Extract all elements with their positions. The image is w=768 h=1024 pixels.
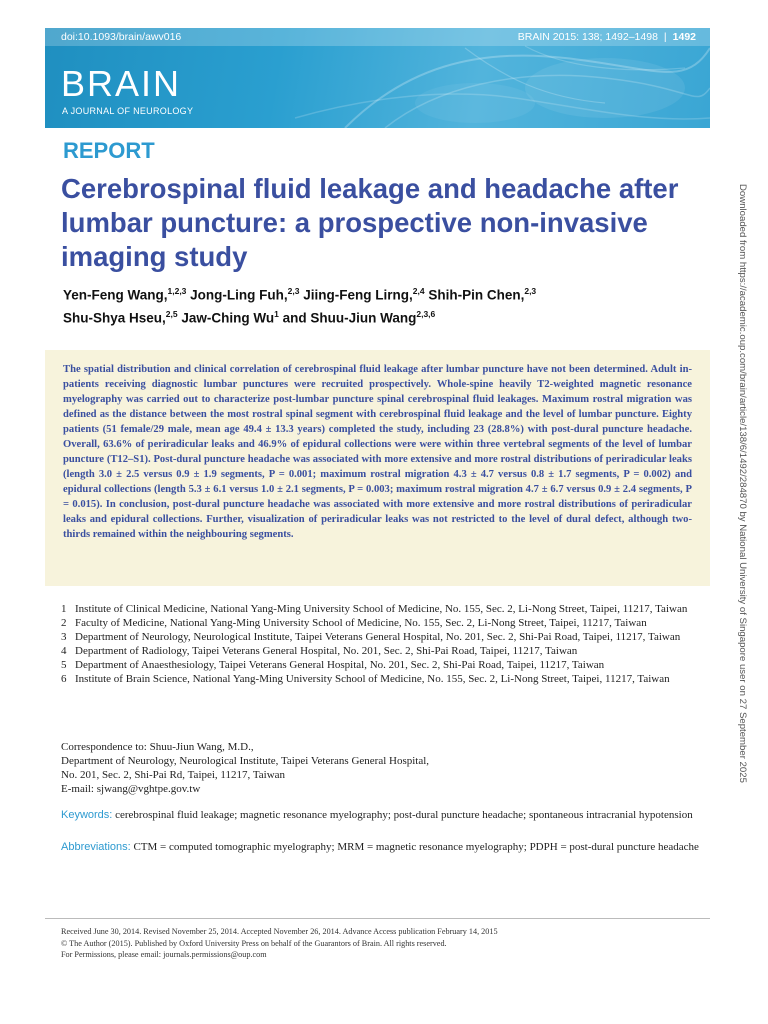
- affiliation-text: Institute of Clinical Medicine, National Yang-Ming University School of Medicine, No. 155, Sec. 2, Li-Nong Street, Taipei, 11217, Taiwan: [75, 603, 688, 615]
- affiliation-number: 3: [61, 631, 67, 643]
- doi[interactable]: doi:10.1093/brain/awv016: [61, 31, 182, 43]
- author-name[interactable]: and Shuu-Jiun Wang: [282, 310, 417, 325]
- citation: [518, 31, 696, 43]
- author-name[interactable]: Shu-Shya Hseu,: [63, 310, 166, 325]
- correspondence-line: No. 201, Sec. 2, Shi-Pai Rd, Taipei, 11217, Taiwan: [61, 769, 286, 781]
- download-watermark-text: Downloaded from https://academic.oup.com/brain/article/138/6/1492/284870 by National University of Singapore user on 27 September 2025: [737, 184, 748, 783]
- abbreviations-label: Abbreviations:: [61, 841, 131, 853]
- correspondence-line: Department of Neurology, Neurological Institute, Taipei Veterans General Hospital,: [61, 755, 430, 767]
- author-affil: 1,2,3: [167, 286, 187, 296]
- journal-logo: BRAIN: [61, 63, 182, 104]
- author-name[interactable]: Jaw-Ching Wu: [181, 310, 275, 325]
- citation-text: BRAIN 2015: 138; 1492–1498: [517, 31, 658, 43]
- author-affil: 2,3: [524, 286, 537, 296]
- author-affil: 2,3: [287, 286, 300, 296]
- affiliation-number: 2: [61, 617, 67, 629]
- affiliation-text: Faculty of Medicine, National Yang-Ming University School of Medicine, No. 155, Sec. 2, Li-Nong Street, Taipei, 11217, Taiwan: [75, 617, 647, 629]
- footer-line: Received June 30, 2014. Revised November 25, 2014. Accepted November 26, 2014. Advance Access publication February 14, 2015: [61, 927, 498, 936]
- affiliation-text: Department of Radiology, Taipei Veterans General Hospital, No. 201, Sec. 2, Shi-Pai Road, Taipei, 11217, Taiwan: [75, 645, 578, 657]
- journal-banner: [45, 28, 710, 128]
- abbreviations-text: CTM = computed tomographic myelography; MRM = magnetic resonance myelography; PDPH = post-dural puncture headache: [133, 841, 699, 853]
- footer-line: © The Author (2015). Published by Oxford University Press on behalf of the Guarantors of Brain. All rights reserved.: [61, 938, 447, 948]
- author-list: [63, 282, 683, 327]
- abstract-box: [45, 350, 710, 586]
- affiliation-item: [61, 602, 701, 616]
- affiliation-number: 5: [61, 659, 67, 671]
- correspondence-line: Correspondence to: Shuu-Jiun Wang, M.D.,: [61, 741, 254, 753]
- affiliation-number: 6: [61, 673, 67, 685]
- footer-notes: [61, 926, 701, 961]
- author-name[interactable]: Shih-Pin Chen,: [428, 287, 525, 303]
- affiliation-item: [61, 672, 701, 686]
- affiliation-item: [61, 630, 701, 644]
- keywords: [61, 808, 701, 822]
- correspondence-block: [61, 740, 701, 796]
- author-affil: 1: [274, 308, 279, 319]
- footer-line: For Permissions, please email: journals.permissions@oup.com: [61, 950, 267, 959]
- author-affil: 2,4: [412, 286, 425, 296]
- article-title: Cerebrospinal fluid leakage and headache after lumbar puncture: a prospective non-invasive imaging study: [61, 173, 679, 272]
- keywords-label: Keywords:: [61, 809, 113, 821]
- abstract-text: The spatial distribution and clinical correlation of cerebrospinal fluid leakage after lumbar puncture have not been determined. Adult in-patients receiving diagnostic lumbar punctures were recruited prospectively. Whole-spine heavily T2-weighted magnetic resonance myelography was carried out to characterize post-lumbar puncture spinal cerebrospinal fluid leakages. Maximum rostral migration was defined as the distance between the most rostral spinal segment with cerebrospinal fluid leakage and the level of lumbar puncture. Eighty patients (51 female/29 male, mean age 49.4 ± 13.3 years) completed the study, including 23 (28.8%) with post-dural puncture headache. Overall, 63.6% of periradicular leaks and 46.9% of epidural collections were were within three vertebral segments of the level of lumbar puncture (T12–S1). Post-dural puncture headache was associated with more extensive and more rostral distributions of periradicular leaks (length 3.0 ± 2.5 versus 0.9 ± 1.9 segments, P = 0.001; maximum rostral migration 4.3 ± 4.7 versus 0.8 ± 1.7 segments, P = 0.002) and epidural collections (length 5.3 ± 6.1 versus 1.0 ± 2.1 segments, P = 0.003; maximum rostral migration 4.7 ± 6.7 versus 0.9 ± 2.4 segments, P = 0.015). In conclusion, post-dural puncture headache was associated with more extensive and more rostral distributions of periradicular leaks and epidural collections. Further, visualization of periradicular leaks was not restricted to the level of dural defect, although two-thirds remained within the neighbouring segments.: [63, 364, 692, 540]
- download-watermark: [736, 184, 750, 834]
- author-name[interactable]: Yen-Feng Wang,: [63, 287, 168, 303]
- banner-header-strip: [45, 28, 710, 46]
- page-number: 1492: [672, 31, 696, 43]
- author-name[interactable]: Jong-Ling Fuh,: [190, 287, 288, 303]
- affiliation-item: [61, 658, 701, 672]
- affiliation-number: 1: [61, 603, 67, 615]
- correspondence-email[interactable]: E-mail: sjwang@vghtpe.gov.tw: [61, 783, 201, 795]
- footer-divider: [45, 918, 710, 919]
- affiliation-list: [61, 602, 701, 686]
- author-name[interactable]: Jiing-Feng Lirng,: [303, 287, 413, 303]
- affiliation-text: Department of Neurology, Neurological Institute, Taipei Veterans General Hospital, No. 201, Sec. 2, Shi-Pai Road, Taipei, 11217, Taiwan: [75, 631, 681, 643]
- journal-subtitle: A JOURNAL OF NEUROLOGY: [62, 106, 194, 116]
- affiliation-item: [61, 616, 701, 630]
- author-affil: 2,3,6: [416, 308, 436, 319]
- author-affil: 2,5: [165, 308, 178, 319]
- affiliation-text: Institute of Brain Science, National Yang-Ming University School of Medicine, No. 155, Sec. 2, Li-Nong Street, Taipei, 11217, Taiwan: [75, 673, 670, 685]
- article-type: REPORT: [63, 138, 155, 163]
- affiliation-text: Department of Anaesthesiology, Taipei Veterans General Hospital, No. 201, Sec. 2, Shi-Pai Road, Taipei, 11217, Taiwan: [75, 659, 605, 671]
- affiliation-item: [61, 644, 701, 658]
- abbreviations: [61, 840, 701, 854]
- affiliation-number: 4: [61, 645, 67, 657]
- citation-separator: |: [663, 31, 667, 43]
- keywords-text: cerebrospinal fluid leakage; magnetic resonance myelography; post-dural puncture headache; spontaneous intracranial hypotension: [115, 809, 693, 821]
